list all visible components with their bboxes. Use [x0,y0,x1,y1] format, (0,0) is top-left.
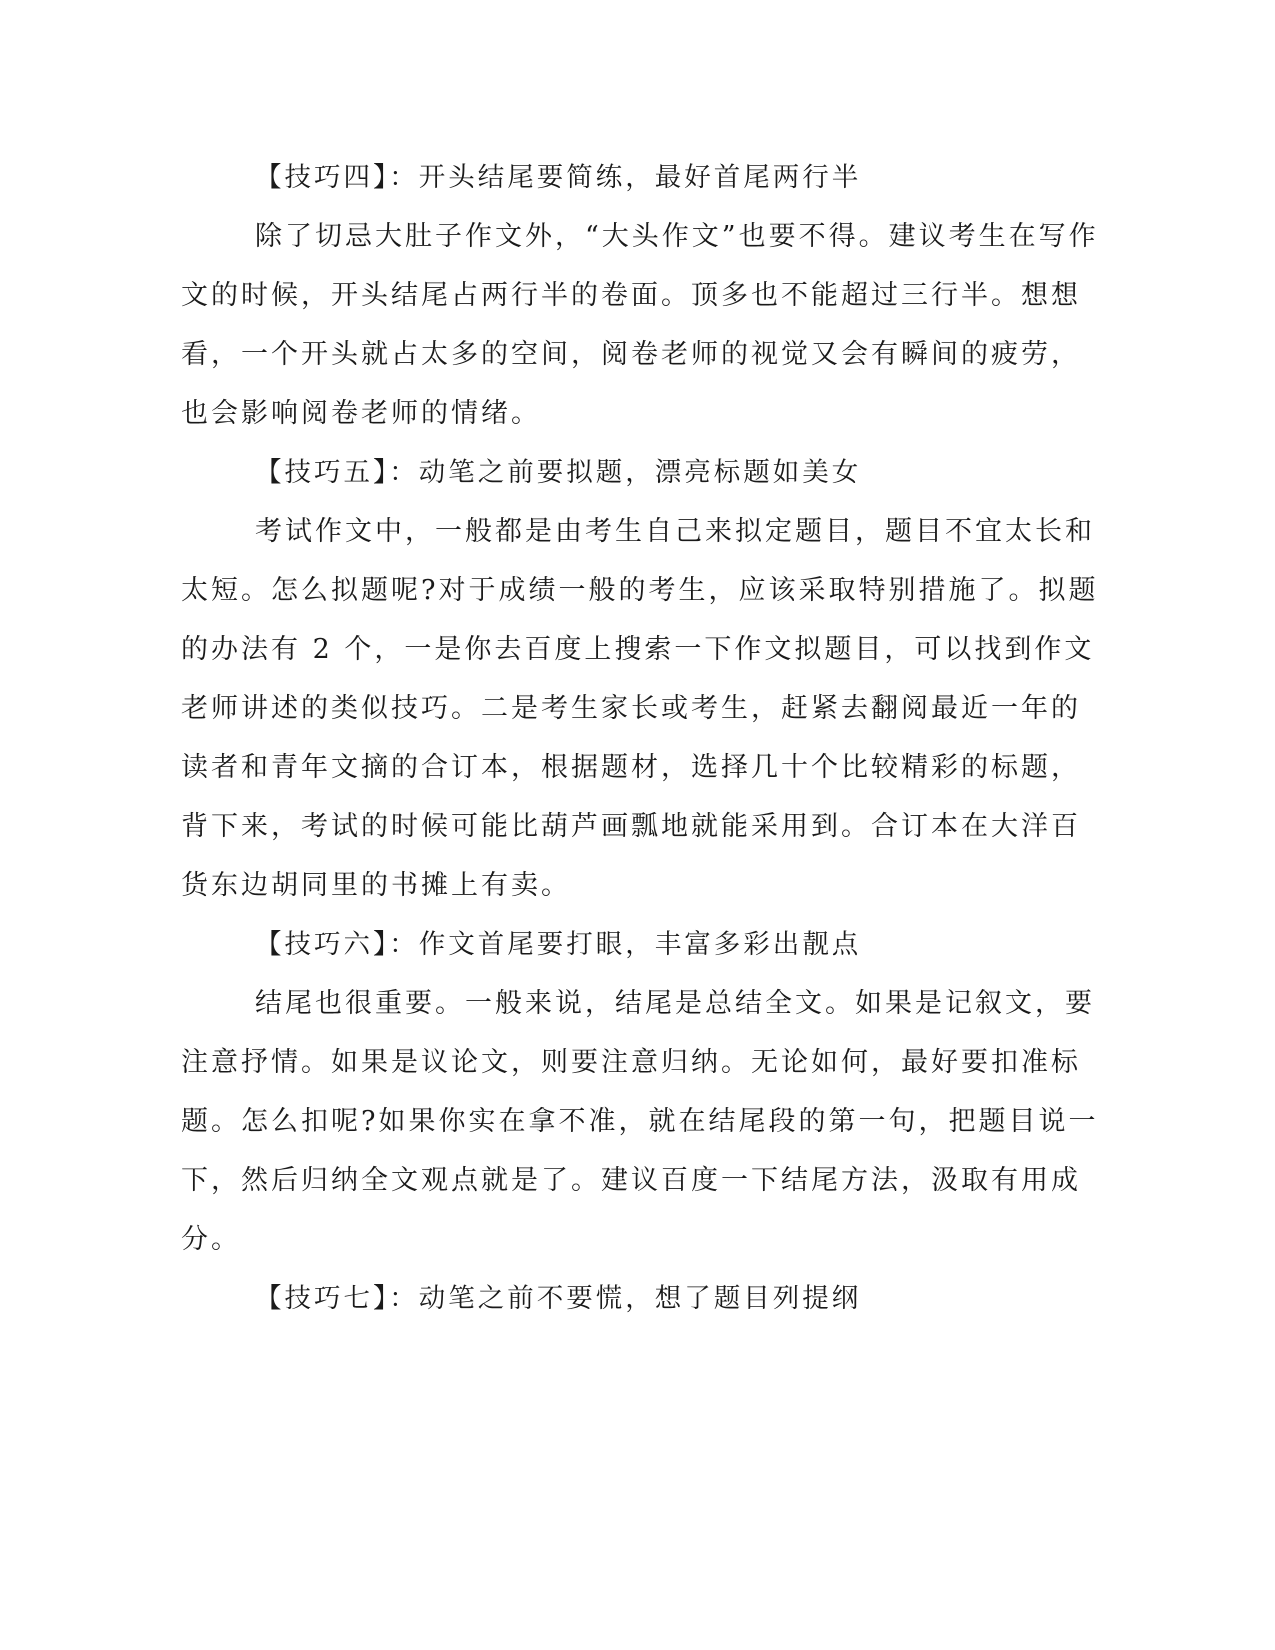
paragraph-line: 货东边胡同里的书摊上有卖。 [181,870,571,901]
paragraph-line: 看，一个开头就占太多的空间，阅卷老师的视觉又会有瞬间的疲劳， [181,339,1081,370]
paragraph-line: 背下来，考试的时候可能比葫芦画瓢地就能采用到。合订本在大洋百 [181,811,1081,842]
paragraph-line: 下，然后归纳全文观点就是了。建议百度一下结尾方法，汲取有用成 [181,1165,1081,1196]
paragraph-line: 的办法有 2 个，一是你去百度上搜索一下作文拟题目，可以找到作文 [181,634,1095,665]
paragraph-line: 除了切忌大肚子作文外，“大头作文”也要不得。建议考生在写作 [255,221,1099,252]
section-heading-tip-6: 【技巧六】：作文首尾要打眼，丰富多彩出靓点 [255,929,862,960]
paragraph-line: 题。怎么扣呢?如果你实在拿不准，就在结尾段的第一句，把题目说一 [181,1106,1099,1137]
paragraph-line: 结尾也很重要。一般来说，结尾是总结全文。如果是记叙文，要 [255,988,1095,1019]
paragraph-line: 分。 [181,1224,241,1255]
section-heading-tip-4: 【技巧四】：开头结尾要简练，最好首尾两行半 [255,162,862,193]
paragraph-line: 也会影响阅卷老师的情绪。 [181,398,541,429]
paragraph-line: 考试作文中，一般都是由考生自己来拟定题目，题目不宜太长和 [255,516,1095,547]
paragraph-line: 读者和青年文摘的合订本，根据题材，选择几十个比较精彩的标题， [181,752,1081,783]
section-heading-tip-5: 【技巧五】：动笔之前要拟题，漂亮标题如美女 [255,457,862,488]
paragraph-line: 老师讲述的类似技巧。二是考生家长或考生，赶紧去翻阅最近一年的 [181,693,1081,724]
paragraph-line: 注意抒情。如果是议论文，则要注意归纳。无论如何，最好要扣准标 [181,1047,1081,1078]
paragraph-line: 太短。怎么拟题呢?对于成绩一般的考生，应该采取特别措施了。拟题 [181,575,1099,606]
section-heading-tip-7: 【技巧七】：动笔之前不要慌，想了题目列提纲 [255,1283,862,1314]
paragraph-line: 文的时候，开头结尾占两行半的卷面。顶多也不能超过三行半。想想 [181,280,1081,311]
